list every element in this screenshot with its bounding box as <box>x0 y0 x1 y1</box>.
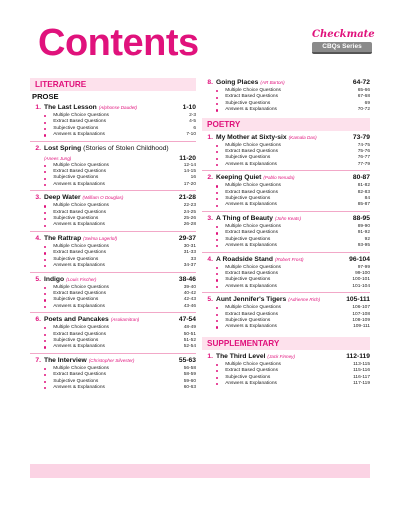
question-pages: 52-54 <box>183 344 196 350</box>
question-pages: 70-72 <box>357 107 370 113</box>
chapter-entry <box>30 234 196 273</box>
question-pages: 74-75 <box>357 142 370 148</box>
chapter-author: (Robert Frost) <box>274 256 304 262</box>
question-pages: 60-63 <box>183 384 196 390</box>
question-type-label: Extract Based Questions <box>225 94 278 100</box>
bullet-icon <box>216 192 218 194</box>
question-type-label: Extract Based Questions <box>53 290 106 296</box>
question-type-label: Multiple Choice Questions <box>53 203 109 209</box>
question-item[interactable] <box>44 344 196 350</box>
chapter-title[interactable]: A Thing of Beauty <box>216 214 273 222</box>
question-pages: 30-31 <box>183 243 196 249</box>
chapter-title[interactable]: The Rattrap <box>44 234 82 242</box>
chapter-entry <box>202 214 370 253</box>
chapter-title[interactable]: Going Places <box>216 79 259 86</box>
question-item[interactable] <box>216 381 370 387</box>
question-item[interactable] <box>216 243 370 249</box>
chapter-title-row[interactable] <box>202 173 370 183</box>
question-type-label: Answers & Explanations <box>53 344 105 350</box>
chapter-title[interactable]: The Last Lesson <box>44 104 97 111</box>
question-list <box>202 183 370 209</box>
question-list <box>30 113 196 139</box>
question-pages: 115-116 <box>353 368 370 374</box>
chapter-author: (William O Douglas) <box>82 195 124 201</box>
chapter-number: 8. <box>207 79 213 86</box>
question-list <box>30 325 196 351</box>
question-item[interactable] <box>44 182 196 188</box>
section-heading-supplementary: SUPPLEMENTARY <box>202 337 370 350</box>
question-type-label: Subjective Questions <box>53 256 99 262</box>
question-list <box>202 88 370 114</box>
question-item[interactable] <box>44 222 196 228</box>
question-pages: 91-92 <box>357 230 370 236</box>
chapter-entry <box>202 295 370 333</box>
bullet-icon <box>216 97 218 99</box>
chapter-entry <box>30 356 196 394</box>
question-type-label: Subjective Questions <box>53 297 99 303</box>
chapter-pages: 11-20 <box>179 154 196 162</box>
question-type-label: Extract Based Questions <box>225 368 278 374</box>
subheading-prose: PROSE <box>32 92 59 101</box>
chapter-number: 5. <box>207 296 213 304</box>
chapter-pages: 47-54 <box>178 316 196 324</box>
chapter-title-row[interactable] <box>202 255 370 265</box>
chapter-title[interactable]: Keeping Quiet <box>216 174 262 182</box>
question-pages: 93-95 <box>357 243 370 249</box>
bullet-icon <box>44 128 46 130</box>
prose-list <box>30 103 196 393</box>
question-item[interactable] <box>216 324 370 330</box>
question-type-label: Multiple Choice Questions <box>225 264 281 270</box>
chapter-entry <box>30 275 196 314</box>
chapter-entry <box>30 144 196 192</box>
chapter-title[interactable]: Indigo <box>44 275 65 283</box>
question-type-label: Subjective Questions <box>225 277 271 283</box>
bullet-icon <box>44 115 46 117</box>
question-list <box>30 244 196 270</box>
brand-logo-text: Checkmate <box>312 29 375 40</box>
bullet-icon <box>44 387 46 389</box>
bullet-icon <box>216 383 218 385</box>
bullet-icon <box>216 151 218 153</box>
bullet-icon <box>216 232 218 234</box>
chapter-pages: 55-63 <box>178 356 196 364</box>
question-type-label: Multiple Choice Questions <box>53 365 109 371</box>
chapter-title-row[interactable] <box>202 352 370 362</box>
prose-list-continued <box>202 78 370 116</box>
question-type-label: Answers & Explanations <box>225 107 277 113</box>
question-type-label: Extract Based Questions <box>53 169 106 175</box>
question-type-label: Extract Based Questions <box>53 250 106 256</box>
question-pages: 85-87 <box>357 202 370 208</box>
page-title: Contents <box>38 22 199 64</box>
chapter-title-row[interactable] <box>30 193 196 203</box>
chapter-number: 2. <box>35 144 41 152</box>
question-item[interactable] <box>216 107 370 113</box>
question-pages: 24-25 <box>183 209 196 215</box>
question-pages: 75-76 <box>357 149 370 155</box>
poetry-list <box>202 133 370 333</box>
question-type-label: Subjective Questions <box>53 125 99 131</box>
bullet-icon <box>44 178 46 180</box>
question-pages: 109-111 <box>353 324 370 330</box>
chapter-pages: 38-46 <box>178 275 196 283</box>
question-pages: 33 <box>190 256 196 262</box>
bullet-icon <box>44 334 46 336</box>
bullet-icon <box>44 306 46 308</box>
question-type-label: Subjective Questions <box>53 216 99 222</box>
bullet-icon <box>216 273 218 275</box>
bullet-icon <box>44 346 46 348</box>
bullet-icon <box>44 246 46 248</box>
question-item[interactable] <box>44 385 196 391</box>
question-pages: 101-104 <box>352 283 370 289</box>
question-type-label: Extract Based Questions <box>225 189 278 195</box>
question-pages: 31-33 <box>183 250 196 256</box>
question-type-label: Subjective Questions <box>53 175 99 181</box>
chapter-title[interactable]: Poets and Pancakes <box>44 316 109 324</box>
chapter-number: 2. <box>207 174 213 182</box>
chapter-pages: 1-10 <box>182 104 196 111</box>
bullet-icon <box>44 368 46 370</box>
bullet-icon <box>44 205 46 207</box>
bullet-icon <box>216 109 218 111</box>
question-type-label: Subjective Questions <box>225 236 271 242</box>
bullet-icon <box>44 134 46 136</box>
chapter-title-row[interactable] <box>30 234 196 244</box>
question-type-label: Answers & Explanations <box>225 324 277 330</box>
question-pages: 58-59 <box>183 372 196 378</box>
question-pages: 116-117 <box>353 374 370 380</box>
question-pages: 106-107 <box>352 305 370 311</box>
chapter-author: (Alphonse Daudet) <box>98 105 138 110</box>
question-type-label: Multiple Choice Questions <box>53 113 109 118</box>
question-item[interactable] <box>44 263 196 269</box>
chapter-pages: 21-28 <box>178 194 196 202</box>
question-type-label: Answers & Explanations <box>53 263 105 269</box>
question-type-label: Multiple Choice Questions <box>225 88 281 93</box>
question-type-label: Extract Based Questions <box>53 372 106 378</box>
chapter-author: (Kamala Das) <box>288 134 317 140</box>
question-type-label: Extract Based Questions <box>225 270 278 276</box>
chapter-author: (Christopher Silvester) <box>88 357 135 363</box>
chapter-pages: 80-87 <box>352 174 370 182</box>
question-pages: 69 <box>364 100 370 106</box>
chapter-author: (AR Barton) <box>260 80 285 85</box>
bullet-icon <box>216 198 218 200</box>
question-pages: 34-37 <box>183 263 196 269</box>
bullet-icon <box>216 286 218 288</box>
bullet-icon <box>44 259 46 261</box>
question-type-label: Subjective Questions <box>53 378 99 384</box>
bullet-icon <box>44 122 46 124</box>
bullet-icon <box>216 326 218 328</box>
question-type-label: Multiple Choice Questions <box>225 223 281 229</box>
question-pages: 14-15 <box>183 169 196 175</box>
bullet-icon <box>44 252 46 254</box>
question-type-label: Subjective Questions <box>53 337 99 343</box>
question-pages: 77-79 <box>357 161 370 167</box>
question-item[interactable] <box>216 284 370 290</box>
chapter-title-row[interactable] <box>30 103 196 113</box>
question-type-label: Answers & Explanations <box>53 181 105 187</box>
chapter-pages: 105-111 <box>346 296 370 304</box>
chapter-entry <box>30 193 196 232</box>
question-list <box>202 265 370 291</box>
question-pages: 99-100 <box>355 270 370 276</box>
question-pages: 42-43 <box>183 297 196 303</box>
bullet-icon <box>216 145 218 147</box>
chapter-author: (Jack Finney) <box>267 353 295 359</box>
question-type-label: Extract Based Questions <box>53 331 106 337</box>
bullet-icon <box>216 307 218 309</box>
question-pages: 48-49 <box>183 325 196 331</box>
question-pages: 113-115 <box>353 361 370 367</box>
bullet-icon <box>216 364 218 366</box>
question-pages: 100-101 <box>352 277 370 283</box>
question-type-label: Answers & Explanations <box>225 243 277 249</box>
chapter-pages: 29-37 <box>178 234 196 242</box>
chapter-number: 1. <box>207 133 213 141</box>
question-type-label: Subjective Questions <box>225 155 271 161</box>
bullet-icon <box>44 265 46 267</box>
bullet-icon <box>216 158 218 160</box>
author-row <box>30 154 196 163</box>
chapter-title[interactable]: The Third Level <box>216 352 266 360</box>
chapter-author: (Anees Jung) <box>44 155 72 161</box>
chapter-title-row[interactable] <box>202 295 370 305</box>
chapter-number: 6. <box>35 316 41 324</box>
question-pages: 43-46 <box>183 303 196 309</box>
left-column <box>30 78 196 395</box>
question-pages: 56-58 <box>183 365 196 371</box>
chapter-author: (John Keats) <box>274 215 302 221</box>
question-item[interactable] <box>44 132 196 138</box>
question-type-label: Answers & Explanations <box>225 202 277 208</box>
bullet-icon <box>216 370 218 372</box>
question-pages: 16 <box>190 175 196 181</box>
chapter-number: 1. <box>35 104 41 111</box>
bullet-icon <box>216 377 218 379</box>
chapter-title-row[interactable] <box>30 275 196 285</box>
bullet-icon <box>216 267 218 269</box>
chapter-pages: 73-79 <box>352 133 370 141</box>
chapter-entry <box>202 352 370 390</box>
question-type-label: Extract Based Questions <box>225 311 278 317</box>
question-pages: 7-10 <box>186 132 196 138</box>
chapter-title-extra: (Stories of Stolen Childhood) <box>83 144 169 152</box>
question-type-label: Answers & Explanations <box>225 161 277 167</box>
bullet-icon <box>216 239 218 241</box>
question-pages: 26-28 <box>183 222 196 228</box>
question-type-label: Multiple Choice Questions <box>225 142 281 148</box>
question-pages: 97-99 <box>357 264 370 270</box>
question-pages: 6 <box>193 125 196 131</box>
chapter-title-row[interactable] <box>30 356 196 366</box>
question-pages: 82-83 <box>357 189 370 195</box>
question-pages: 17-20 <box>183 181 196 187</box>
question-pages: 22-23 <box>183 203 196 209</box>
question-item[interactable] <box>216 202 370 208</box>
chapter-number: 4. <box>207 255 213 263</box>
question-pages: 39-40 <box>183 284 196 290</box>
question-type-label: Multiple Choice Questions <box>225 305 281 311</box>
question-pages: 59-60 <box>183 378 196 384</box>
bullet-icon <box>216 205 218 207</box>
bullet-icon <box>216 245 218 247</box>
question-type-label: Extract Based Questions <box>53 209 106 215</box>
question-type-label: Answers & Explanations <box>225 380 277 386</box>
question-type-label: Extract Based Questions <box>225 230 278 236</box>
bullet-icon <box>44 218 46 220</box>
bullet-icon <box>44 299 46 301</box>
chapter-author: (Pablo Neruda) <box>263 175 295 181</box>
chapter-title[interactable]: Aunt Jennifer's Tigers <box>216 296 287 304</box>
question-type-label: Subjective Questions <box>225 374 271 380</box>
question-type-label: Extract Based Questions <box>225 149 278 155</box>
question-pages: 84 <box>364 196 370 202</box>
question-item[interactable] <box>44 304 196 310</box>
bullet-icon <box>216 103 218 105</box>
chapter-entry <box>202 173 370 212</box>
question-pages: 76-77 <box>357 155 370 161</box>
chapter-author: (Louis Fischer) <box>66 276 97 282</box>
question-pages: 67-68 <box>357 94 370 100</box>
chapter-title[interactable]: A Roadside Stand <box>216 255 273 263</box>
question-list <box>202 362 370 388</box>
chapter-title-row[interactable] <box>30 315 196 325</box>
bullet-icon <box>44 340 46 342</box>
question-pages: 40-42 <box>183 290 196 296</box>
bullet-icon <box>44 171 46 173</box>
question-list <box>202 305 370 331</box>
question-type-label: Multiple Choice Questions <box>225 361 281 367</box>
bullet-icon <box>44 287 46 289</box>
question-pages: 81-82 <box>357 183 370 189</box>
chapter-title-row[interactable] <box>202 78 370 88</box>
section-heading-literature: LITERATURE <box>30 78 196 91</box>
chapter-number: 4. <box>35 234 41 242</box>
question-pages: 50-51 <box>183 331 196 337</box>
bullet-icon <box>216 164 218 166</box>
chapter-number: 1. <box>207 352 213 360</box>
question-type-label: Answers & Explanations <box>53 384 105 390</box>
question-list <box>30 163 196 189</box>
question-pages: 12-14 <box>183 162 196 168</box>
question-pages: 4-5 <box>189 119 196 125</box>
chapter-pages: 96-104 <box>349 255 370 263</box>
chapter-entry <box>202 78 370 116</box>
question-list <box>30 366 196 392</box>
bullet-icon <box>216 185 218 187</box>
chapter-pages: 112-119 <box>346 352 370 360</box>
chapter-pages: 64-72 <box>352 79 370 86</box>
bullet-icon <box>216 320 218 322</box>
section-heading-poetry: POETRY <box>202 118 370 131</box>
question-type-label: Multiple Choice Questions <box>53 284 109 290</box>
bullet-icon <box>44 381 46 383</box>
chapter-entry <box>30 103 196 142</box>
chapter-number: 5. <box>35 275 41 283</box>
bullet-icon <box>216 226 218 228</box>
chapter-title-row[interactable] <box>30 144 196 154</box>
question-pages: 92 <box>364 236 370 242</box>
question-type-label: Multiple Choice Questions <box>53 162 109 168</box>
question-type-label: Subjective Questions <box>225 100 271 106</box>
question-type-label: Subjective Questions <box>225 317 271 323</box>
question-pages: 89-90 <box>357 223 370 229</box>
bullet-icon <box>216 90 218 92</box>
bullet-icon <box>44 212 46 214</box>
chapter-number: 7. <box>35 356 41 364</box>
chapter-number: 3. <box>207 214 213 222</box>
chapter-author: (Selma Lagerlof) <box>83 235 118 241</box>
chapter-author: (Adrienne Rich) <box>288 297 321 303</box>
question-type-label: Answers & Explanations <box>225 283 277 289</box>
chapter-title-row[interactable] <box>202 133 370 143</box>
question-pages: 117-119 <box>353 380 370 386</box>
bullet-icon <box>44 165 46 167</box>
question-type-label: Extract Based Questions <box>53 119 106 125</box>
chapter-title[interactable]: Lost Spring <box>44 144 82 152</box>
question-pages: 107-108 <box>352 311 370 317</box>
question-type-label: Multiple Choice Questions <box>53 325 109 331</box>
question-pages: 25-26 <box>183 216 196 222</box>
bullet-icon <box>216 279 218 281</box>
question-type-label: Answers & Explanations <box>53 222 105 228</box>
question-pages: 2-3 <box>189 113 196 118</box>
right-column <box>202 78 370 391</box>
question-list <box>202 143 370 169</box>
question-list <box>30 285 196 311</box>
bullet-icon <box>44 293 46 295</box>
question-type-label: Multiple Choice Questions <box>53 243 109 249</box>
chapter-title[interactable]: The Interview <box>44 356 87 364</box>
series-badge: CBQs Series <box>312 42 372 54</box>
chapter-title-row[interactable] <box>202 214 370 224</box>
question-type-label: Subjective Questions <box>225 196 271 202</box>
bullet-icon <box>44 374 46 376</box>
brand-logo <box>312 29 375 55</box>
chapter-number: 3. <box>35 194 41 202</box>
question-list <box>202 224 370 250</box>
chapter-entry <box>202 255 370 294</box>
chapter-pages: 88-95 <box>352 214 370 222</box>
question-pages: 65-66 <box>357 88 370 93</box>
question-item[interactable] <box>216 162 370 168</box>
question-pages: 51-52 <box>183 337 196 343</box>
bullet-icon <box>44 184 46 186</box>
chapter-entry <box>202 133 370 172</box>
chapter-entry <box>30 315 196 354</box>
bullet-icon <box>44 225 46 227</box>
question-type-label: Answers & Explanations <box>53 303 105 309</box>
question-list <box>30 203 196 229</box>
question-type-label: Multiple Choice Questions <box>225 183 281 189</box>
footer-band <box>30 464 370 478</box>
question-type-label: Answers & Explanations <box>53 132 105 138</box>
supplementary-list <box>202 352 370 390</box>
bullet-icon <box>44 327 46 329</box>
bullet-icon <box>216 314 218 316</box>
chapter-author: (Asokamitran) <box>110 317 140 323</box>
chapter-title[interactable]: My Mother at Sixty-six <box>216 133 287 141</box>
chapter-title[interactable]: Deep Water <box>44 194 81 202</box>
question-pages: 108-109 <box>352 317 370 323</box>
